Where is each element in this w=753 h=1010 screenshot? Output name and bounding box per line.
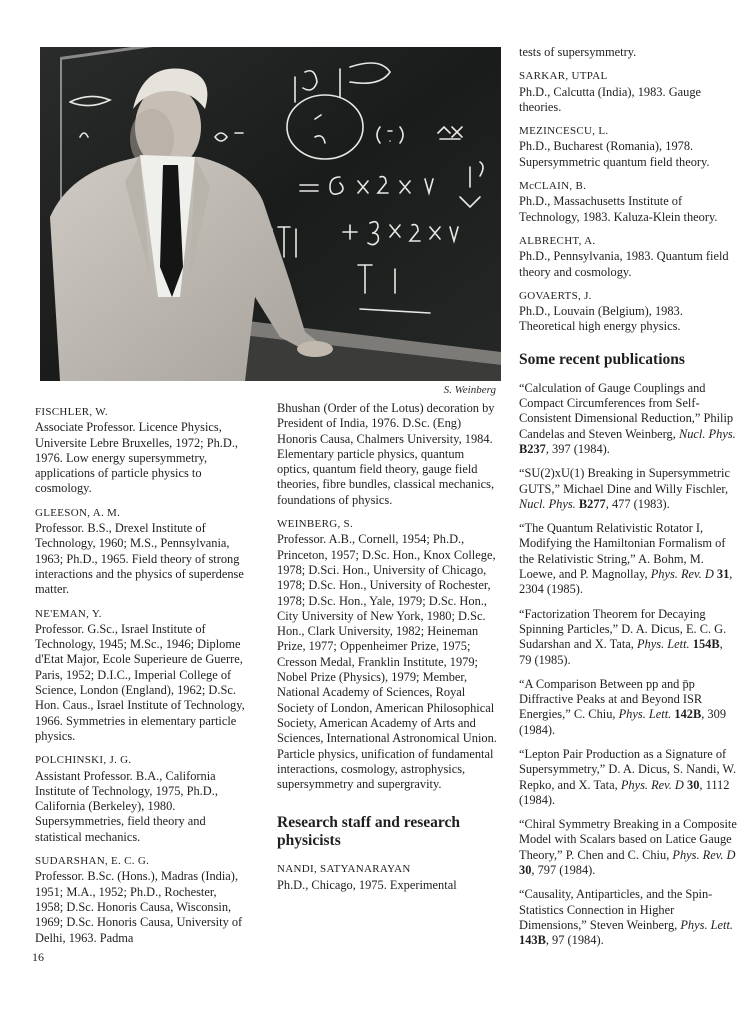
publication-volume: B237 <box>519 441 546 456</box>
staff-bio: Ph.D., Louvain (Belgium), 1983. Theoretical high energy physics. <box>519 304 683 334</box>
publication-title: “A Comparison Between pp and p̄p Diffractive Peaks at and Beyond ISR Energies,” <box>519 676 703 722</box>
faculty-name: WEINBERG, S. <box>277 518 354 531</box>
publication-volume: 143B <box>519 933 546 948</box>
bio-continuation: Bhushan (Order of the Lotus) decoration by President of India, 1976. D.Sc. (Eng) Honoris Causa, Chalmers University, 1984. Elementary particle physics, quantum optics, quantum field theory, gauge field theories, fibre bundles, classical mechanics, foundations of physics. <box>277 401 495 507</box>
staff-bio: Ph.D., Chicago, 1975. Experimental <box>277 877 457 892</box>
faculty-column-1 <box>35 405 247 955</box>
publication-pages-year: , 309 (1984). <box>519 707 727 737</box>
staff-name: NANDI, SATYANARAYAN <box>277 863 411 876</box>
staff-name: MEZINCESCU, L. <box>519 125 609 138</box>
publication-item <box>519 521 737 597</box>
publication-title: “Factorization Theorem for Decaying Spinning Particles,” <box>519 606 706 636</box>
publication-item <box>519 677 737 738</box>
publication-item <box>519 607 737 668</box>
staff-bio: Ph.D., Massachusetts Institute of Technology, 1983. Kaluza-Klein theory. <box>519 194 718 224</box>
faculty-bio: Professor. G.Sc., Israel Institute of Technology, 1945; M.Sc., 1946; Diplome d'Etat Major, Ecole Superieure de Guerre, Paris, 1952; D.I.C., Imperial College of Science, London (England), 1962; D.Sc. Hon. Caus., Israel Institute of Technology, 1966. Symmetries in elementary particle physics. <box>35 621 245 743</box>
faculty-column-2 <box>277 401 497 902</box>
publication-journal: Phys. Lett. <box>618 707 672 722</box>
faculty-entry <box>35 854 247 946</box>
faculty-bio: Professor. B.Sc. (Hons.), Madras (India), 1951; M.A., 1952; Ph.D., Rochester, 1958; D.Sc. Honoris Causa, Wisconsin, 1969; D.Sc. Honoris Causa, University of Delhi, 1963. Padma <box>35 869 243 945</box>
faculty-name: NE'EMAN, Y. <box>35 607 102 620</box>
faculty-entry <box>35 506 247 598</box>
photo-illustration <box>40 47 501 381</box>
publication-item <box>519 747 737 808</box>
publication-title: “The Quantum Relativistic Rotator I, Modifying the Hamiltonian Formalism of the Relativistic String,” <box>519 521 726 566</box>
staff-name: ALBRECHT, A. <box>519 234 596 247</box>
publication-authors: D. A. Dicus, E. C. G. Sudarshan and X. Tata, <box>519 621 727 652</box>
publication-volume: 30 <box>519 863 532 878</box>
publication-pages-year: , 1112 (1984). <box>519 777 730 807</box>
staff-entry <box>519 289 737 335</box>
publication-authors: D. A. Dicus, S. Nandi, W. Repko, and X. Tata, <box>519 762 737 792</box>
publication-title: “Calculation of Gauge Couplings and Compact Circumferences from Self-Consistent Dimensional Reduction,” <box>519 380 706 426</box>
staff-and-publications-column <box>519 45 737 958</box>
publication-pages-year: , 477 (1983). <box>605 496 670 511</box>
faculty-name: GLEESON, A. M. <box>35 506 121 519</box>
faculty-entry <box>35 607 247 745</box>
publication-authors: Steven Weinberg, <box>589 917 678 932</box>
faculty-entry <box>35 405 247 497</box>
faculty-name: POLCHINSKI, J. G. <box>35 754 132 767</box>
faculty-bio: Associate Professor. Licence Physics, Universite Lebre Bruxelles, 1972; Ph.D., 1976. Low energy supersymmetry, applications of particle physics to cosmology. <box>35 420 239 496</box>
publication-volume: B277 <box>578 496 606 511</box>
staff-entry <box>277 862 497 893</box>
faculty-name: FISCHLER, W. <box>35 406 108 418</box>
section-heading-publications: Some recent publications <box>519 350 685 368</box>
staff-entry <box>519 69 737 115</box>
publication-journal: Phys. Rev. D <box>650 567 714 582</box>
publication-journal: Phys. Lett. <box>680 917 734 932</box>
publication-journal: Phys. Rev. D <box>620 777 684 792</box>
publication-authors: C. Chiu, <box>573 707 616 722</box>
staff-bio: Ph.D., Bucharest (Romania), 1978. Supersymmetric quantum field theory. <box>519 139 710 169</box>
publication-authors: Michael Dine and Willy Fischler, <box>563 481 729 496</box>
faculty-entry <box>35 753 247 845</box>
publication-volume: 154B <box>692 637 720 652</box>
publication-journal: Nucl. Phys. <box>519 496 576 511</box>
faculty-bio: Professor. B.S., Drexel Institute of Technology, 1960; M.S., Pennsylvania, 1963; Ph.D., 1965. Field theory of strong interactions and the physics of superdense matter. <box>35 521 244 597</box>
staff-bio: Ph.D., Pennsylvania, 1983. Quantum field theory and cosmology. <box>519 249 729 279</box>
publication-pages-year: , 79 (1985). <box>519 637 723 667</box>
bio-continuation: tests of supersymmetry. <box>519 45 637 59</box>
publication-item <box>519 817 737 878</box>
faculty-bio: Assistant Professor. B.A., California Institute of Technology, 1975, Ph.D., California (Berkeley), 1980. Supersymmetries, field theory and statistical mechanics. <box>35 768 218 844</box>
page-number: 16 <box>32 950 44 964</box>
publication-journal: Phys. Rev. D <box>672 847 736 862</box>
publication-title: “SU(2)xU(1) Breaking in Supersymmetric GUTS,” <box>519 466 730 496</box>
staff-entry <box>519 234 737 280</box>
publication-authors: Philip Candelas and Steven Weinberg, <box>519 411 734 441</box>
publication-journal: Nucl. Phys. <box>678 426 736 441</box>
publication-pages-year: , 2304 (1985). <box>519 567 733 597</box>
publication-title: “Causality, Antiparticles, and the Spin-Statistics Connection in Higher Dimensions,” <box>519 887 713 932</box>
staff-bio: Ph.D., Calcutta (India), 1983. Gauge theories. <box>519 84 702 114</box>
section-heading-research-staff: Research staff and research physicists <box>277 814 460 850</box>
publication-title: “Chiral Symmetry Breaking in a Composite Model with Scalars based on Latice Gauge Theory,” <box>519 817 737 862</box>
publication-volume: 30 <box>687 777 700 792</box>
publication-pages-year: , 97 (1984). <box>545 933 604 948</box>
publication-item <box>519 381 737 457</box>
publication-authors: P. Chen and C. Chiu, <box>565 847 670 862</box>
faculty-name: SUDARSHAN, E. C. G. <box>35 855 150 868</box>
photo-caption: S. Weinberg <box>443 384 496 396</box>
publication-authors: A. Bohm, M. Loewe, and P. Magnollay, <box>519 551 704 582</box>
publication-volume: 142B <box>674 707 702 722</box>
staff-entry <box>519 179 737 225</box>
publication-volume: 31 <box>716 567 730 582</box>
publication-pages-year: , 797 (1984). <box>531 863 596 878</box>
staff-name: GOVAERTS, J. <box>519 289 592 302</box>
photo-weinberg-blackboard <box>40 47 501 381</box>
publication-journal: Phys. Lett. <box>636 637 690 652</box>
publication-pages-year: , 397 (1984). <box>545 441 610 456</box>
staff-name: McCLAIN, B. <box>519 180 587 193</box>
faculty-bio: Professor. A.B., Cornell, 1954; Ph.D., Princeton, 1957; D.Sc. Hon., Knox College, 1978; D.Sci. Hon., University of Chicago, 1978; D.Sc. Hon., University of Rochester, 1978; D.Sc. Hon., Yale, 1979; D.Sc. Hon., City University of New York, 1980; D.Sc. Hon., Clark University, 1982; Heineman Prize, 1977; Oppenheimer Prize, 1975; Cresson Medal, Franklin Institute, 1979; Nobel Prize (Physics), 1979; Member, National Academy of Sciences, Royal Society of London, American Philosophical Society, American Academy of Arts and Sciences, International Astronomical Union. Particle physics, unification of fundamental interactions, cosmology, astrophysics, supersymmetry and supergravity. <box>277 532 497 792</box>
staff-entry <box>519 124 737 170</box>
publication-title: “Lepton Pair Production as a Signature of Supersymmetry,” <box>519 746 727 777</box>
staff-name: SARKAR, UTPAL <box>519 70 608 83</box>
faculty-entry <box>277 517 497 792</box>
publication-item <box>519 466 737 512</box>
publication-item <box>519 887 737 948</box>
